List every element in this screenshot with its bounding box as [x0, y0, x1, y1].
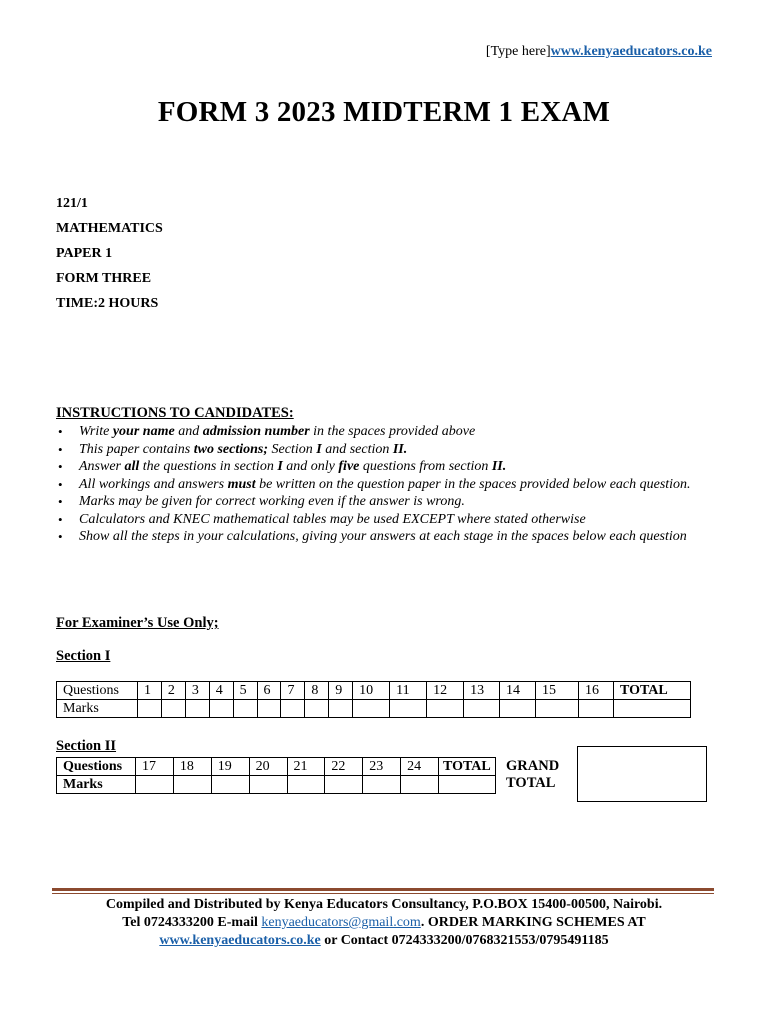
mark-cell[interactable]: [390, 700, 427, 718]
footer-line2: Tel 0724333200 E-mail kenyaeducators@gmail.com. ORDER MARKING SCHEMES AT: [122, 915, 646, 930]
row-label: Marks: [57, 776, 136, 794]
exam-title: FORM 3 2023 MIDTERM 1 EXAM: [157, 96, 611, 128]
table-row: [57, 758, 496, 776]
question-number: 21: [287, 758, 325, 776]
row-label: Marks: [57, 700, 138, 718]
mark-cell[interactable]: [249, 776, 287, 794]
question-number: 7: [281, 682, 305, 700]
question-number: 13: [464, 682, 500, 700]
question-number: 4: [209, 682, 233, 700]
question-number: 3: [185, 682, 209, 700]
question-number: 19: [211, 758, 249, 776]
section2-label: Section II: [56, 738, 117, 754]
footer-line1: Compiled and Distributed by Kenya Educators Consultancy, P.O.BOX 15400-00500, Nairobi.: [105, 897, 663, 912]
section2-marks-table: [56, 757, 496, 794]
question-number: 6: [257, 682, 281, 700]
question-number: 18: [173, 758, 211, 776]
grand-total-box[interactable]: [577, 746, 707, 802]
total-header: TOTAL: [614, 682, 691, 700]
mark-cell[interactable]: [536, 700, 579, 718]
mark-cell[interactable]: [325, 776, 363, 794]
question-number: 8: [305, 682, 329, 700]
question-number: 16: [579, 682, 614, 700]
paper-number: PAPER 1: [56, 246, 113, 261]
mark-cell[interactable]: [281, 700, 305, 718]
mark-cell[interactable]: [353, 700, 390, 718]
paper-code: 121/1: [56, 196, 88, 211]
instruction-item: • Show all the steps in your calculations, giving your answers at each stage in the spaces below each question: [56, 528, 716, 545]
section1-label: Section I: [56, 648, 111, 664]
mark-cell[interactable]: [136, 776, 174, 794]
question-number: 17: [136, 758, 174, 776]
exam-time: TIME:2 HOURS: [56, 296, 159, 311]
question-number: 23: [363, 758, 401, 776]
question-number: 24: [401, 758, 439, 776]
footer-website-link[interactable]: www.kenyaeducators.co.ke: [159, 933, 321, 948]
mark-cell[interactable]: [363, 776, 401, 794]
mark-cell[interactable]: [233, 700, 257, 718]
question-number: 2: [161, 682, 185, 700]
subject: MATHEMATICS: [56, 221, 163, 236]
mark-cell[interactable]: [161, 700, 185, 718]
question-number: 12: [427, 682, 464, 700]
instructions-heading: INSTRUCTIONS TO CANDIDATES:: [56, 405, 294, 421]
mark-cell[interactable]: [185, 700, 209, 718]
total-cell[interactable]: [439, 776, 496, 794]
mark-cell[interactable]: [427, 700, 464, 718]
page-footer: [40, 896, 728, 950]
instruction-item: • Marks may be given for correct working even if the answer is wrong.: [56, 493, 716, 510]
examiner-heading: For Examiner’s Use Only;: [56, 615, 219, 631]
table-row: [57, 682, 691, 700]
instruction-item: • Answer all the questions in section I and only five questions from section II.: [56, 458, 716, 475]
question-number: 15: [536, 682, 579, 700]
mark-cell[interactable]: [211, 776, 249, 794]
mark-cell[interactable]: [329, 700, 353, 718]
row-label: Questions: [57, 682, 138, 700]
footer-line3: www.kenyaeducators.co.ke or Contact 0724333200/0768321553/0795491185: [159, 933, 609, 948]
mark-cell[interactable]: [500, 700, 536, 718]
question-number: 10: [353, 682, 390, 700]
form-level: FORM THREE: [56, 271, 152, 286]
footer-divider: [52, 888, 714, 891]
question-number: 9: [329, 682, 353, 700]
header-website-link[interactable]: www.kenyaeducators.co.ke: [550, 44, 712, 59]
mark-cell[interactable]: [464, 700, 500, 718]
grand-total-label: GRAND TOTAL: [506, 758, 560, 791]
mark-cell[interactable]: [209, 700, 233, 718]
mark-cell[interactable]: [287, 776, 325, 794]
total-cell[interactable]: [614, 700, 691, 718]
mark-cell[interactable]: [305, 700, 329, 718]
instruction-item: • This paper contains two sections; Section I and section II.: [56, 441, 716, 458]
question-number: 11: [390, 682, 427, 700]
question-number: 14: [500, 682, 536, 700]
footer-divider-thin: [52, 893, 714, 894]
question-number: 5: [233, 682, 257, 700]
mark-cell[interactable]: [138, 700, 162, 718]
footer-email-link[interactable]: kenyaeducators@gmail.com: [261, 915, 421, 930]
question-number: 22: [325, 758, 363, 776]
page-header: [486, 44, 712, 60]
instruction-item: • Write your name and admission number in the spaces provided above: [56, 423, 716, 440]
total-header: TOTAL: [439, 758, 496, 776]
section1-marks-table: [56, 681, 691, 718]
instruction-item: • Calculators and KNEC mathematical tables may be used EXCEPT where stated otherwise: [56, 511, 716, 528]
question-number: 20: [249, 758, 287, 776]
question-number: 1: [138, 682, 162, 700]
mark-cell[interactable]: [173, 776, 211, 794]
instruction-item: • All workings and answers must be written on the question paper in the spaces provided below each question.: [56, 476, 716, 493]
table-row: [57, 776, 496, 794]
mark-cell[interactable]: [401, 776, 439, 794]
row-label: Questions: [57, 758, 136, 776]
mark-cell[interactable]: [579, 700, 614, 718]
table-row: [57, 700, 691, 718]
header-placeholder: [Type here]: [485, 44, 551, 59]
mark-cell[interactable]: [257, 700, 281, 718]
instructions-list: [56, 423, 716, 546]
